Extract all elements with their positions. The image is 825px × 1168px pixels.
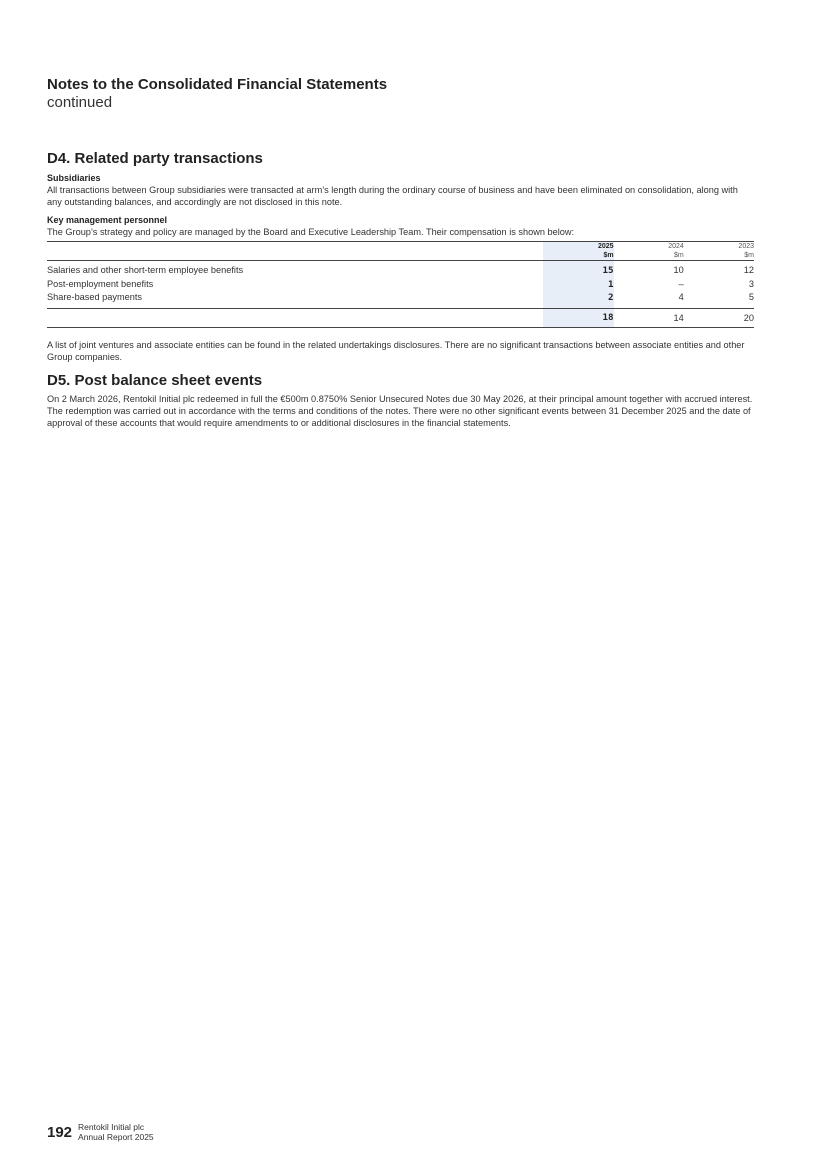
header-2025-unit: $m	[603, 252, 614, 259]
total-label-cell	[47, 308, 543, 327]
row-value-2023: 5	[748, 292, 754, 302]
row-value-2024: 4	[678, 292, 684, 302]
table-total-row	[47, 308, 754, 327]
header-2024-year: 2024	[668, 243, 684, 250]
row-value-2024: 10	[673, 265, 684, 275]
section-d4-heading: D4. Related party transactions	[47, 150, 263, 167]
document-title: Notes to the Consolidated Financial Statements	[47, 76, 388, 93]
header-2024	[614, 242, 684, 261]
subsidiaries-heading: Subsidiaries	[47, 173, 101, 183]
header-2025-year: 2025	[598, 243, 614, 250]
footer-report: Annual Report 2025	[78, 1132, 154, 1142]
header-2023	[684, 242, 754, 261]
total-2023: 20	[743, 312, 754, 323]
footer-company: Rentokil Initial plc	[78, 1122, 145, 1132]
subsidiaries-text: All transactions between Group subsidiaries were transacted at arm’s length during the ordinary course of business and have been eliminated on consolidation, along with any outstanding balances, and accordingly are not disclosed in this note.	[47, 185, 738, 207]
header-2025	[543, 242, 613, 261]
table-row	[47, 291, 754, 308]
kmp-text: The Group’s strategy and policy are managed by the Board and Executive Leadership Team. Their compensation is shown below:	[47, 227, 575, 237]
page-number: 192	[47, 1124, 73, 1141]
footer-text	[78, 1122, 154, 1142]
table-row	[47, 261, 754, 278]
document-subtitle: continued	[47, 94, 113, 111]
header-2024-unit: $m	[674, 252, 684, 259]
row-value-2023: 12	[743, 265, 754, 275]
row-value-2025: 15	[543, 261, 613, 278]
section-d5-heading: D5. Post balance sheet events	[47, 371, 263, 389]
table-header-row	[47, 242, 754, 261]
row-label: Share-based payments	[47, 292, 142, 302]
related-undertakings-text: A list of joint ventures and associate entities can be found in the related undertakings disclosures. There are no significant transactions between associate entities and other Group companies.	[47, 339, 745, 362]
header-2023-unit: $m	[744, 252, 754, 259]
header-2023-year: 2023	[738, 243, 754, 250]
row-value-2025: 1	[543, 278, 613, 292]
row-label: Post-employment benefits	[47, 278, 154, 289]
row-value-2024: –	[678, 278, 684, 289]
post-balance-sheet-text: On 2 March 2026, Rentokil Initial plc redeemed in full the €500m 0.8750% Senior Unsecured Notes due 30 May 2026, at their principal amount together with accrued interest. The redemption was carried out in accordance with the terms and conditions of the notes. There were no other significant events between 31 December 2025 and the date of approval of these accounts that would require amendments to or additional disclosures in the financial statements.	[47, 393, 753, 428]
page-content	[47, 76, 754, 429]
row-value-2025: 2	[543, 291, 613, 308]
kmp-heading: Key management personnel	[47, 215, 168, 225]
compensation-table	[47, 241, 754, 328]
table-row	[47, 278, 754, 292]
header-label-cell	[47, 242, 543, 261]
page-footer	[47, 1122, 154, 1142]
total-2024: 14	[673, 312, 684, 323]
row-value-2023: 3	[748, 278, 754, 289]
total-2025: 18	[543, 308, 613, 327]
row-label: Salaries and other short-term employee benefits	[47, 265, 244, 275]
